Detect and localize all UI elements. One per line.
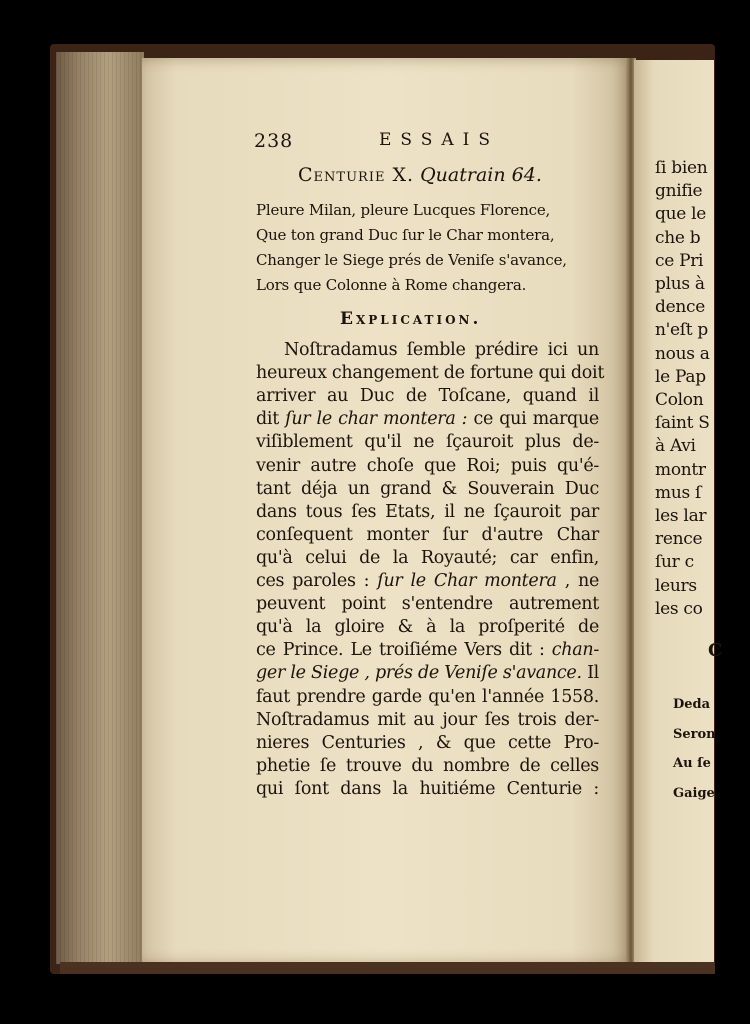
text-segment: venir autre choſe que Roi; puis qu'é- [256,455,599,476]
body-line [256,617,599,637]
right-page-line: que le [655,204,706,225]
running-title: ESSAIS [379,130,500,150]
right-page-line: les co [655,598,703,619]
body-line [256,663,599,683]
right-heading-fragment: C [708,640,723,661]
body-line [256,456,599,476]
body-line [256,409,599,429]
body-line [256,594,599,614]
text-segment: Noſtradamus ſemble prédire ici un [284,340,599,360]
right-page-line: à Avi [655,436,696,457]
verse-line: Lors que Colonne à Rome changera. [256,276,527,294]
body-line [256,525,599,545]
body-line [256,687,599,707]
text-segment: ces paroles : [256,571,378,591]
body-line [256,571,599,591]
right-page-line: montr [655,459,706,480]
body-line [256,710,599,730]
body-line [284,340,599,360]
italic-segment: chan- [551,640,599,661]
right-page-line: mus ſ [655,482,701,503]
right-verse-fragment: Gaige [673,786,715,801]
text-segment: peuvent point s'entendre autrement [256,594,599,615]
explication-heading: Explication. [340,309,482,329]
right-page-line: gnifie [655,181,703,202]
body-line [256,756,599,776]
right-page-line: n'eſt p [655,320,708,341]
right-page-line: che b [655,227,701,248]
text-segment: nieres Centuries , & que cette Pro- [256,732,599,753]
right-page-line: plus à [655,274,705,294]
text-segment: arriver au Duc de Toſcane, quand il [256,386,599,407]
text-segment: viſiblement qu'il ne ſçauroit plus de- [256,432,599,453]
right-page-line: ſi bien [655,158,708,178]
text-segment: tant déja un grand & Souverain Duc [256,478,599,499]
text-segment: qu'à la gloire & à la proſperité de [256,617,599,638]
right-page-line: leurs [655,575,697,596]
body-line [256,363,605,384]
centurie-label: Centurie X. [298,164,415,186]
body-line [256,779,599,799]
right-page-line: ce Pri [655,250,704,271]
right-verse-fragment: Au ſe [673,756,711,771]
text-segment: ce Prince. Le troiſiéme Vers dit : [256,640,552,661]
verse-line: Changer le Siege prés de Veniſe s'avance, [256,251,567,269]
text-segment: heureux changement de fortune qui doit [256,363,605,384]
verse-line: Que ton grand Duc ſur le Char montera, [256,226,555,244]
right-page-line: le Pap [655,366,706,387]
verse-line: Pleure Milan, pleure Lucques Florence, [256,201,551,219]
right-verse-fragment: Deda [673,697,711,712]
right-page-line: nous a [655,343,710,364]
page-edges [56,52,144,964]
right-page-line: les lar [655,506,707,526]
page-header [254,130,604,158]
body-line [256,640,599,660]
text-segment: qu'à celui de la Royauté; car enfin, [256,547,599,568]
text-segment: phetie ſe trouve du nombre de celles [256,755,599,776]
page-number: 238 [254,130,294,152]
body-line [256,479,599,499]
body-line [256,432,599,452]
body-line [256,386,599,406]
right-verse-fragment: Seron [673,727,716,742]
body-line [256,502,599,522]
right-page-line: Colon [655,390,704,410]
body-line [256,548,599,568]
right-page-line: rence [655,529,703,550]
text-segment: , ne [556,571,600,591]
text-segment: Noſtradamus mit au jour ſes trois der- [256,709,599,730]
right-page-line: ſur c [655,552,694,573]
text-segment: dit [256,409,286,430]
bottom-edge [60,962,715,974]
text-segment: faut prendre garde qu'en l'année 1558. [256,686,599,707]
italic-segment: ger le Siege , prés de Veniſe s'avance. [256,663,582,684]
text-segment: Il [581,663,599,684]
text-segment: dans tous ſes Etats, il ne ſçauroit par [256,501,599,522]
italic-segment: ſur le Char montera [377,571,557,591]
text-segment: conſequent monter ſur d'autre Char [256,524,599,545]
body-line [256,733,599,753]
text-segment: qui ſont dans la huitiéme Centurie : [256,778,599,799]
right-page-line: dence [655,297,705,318]
right-page-line: ſaint S [655,413,710,434]
italic-segment: ſur le char montera : [285,409,468,430]
text-segment: ce qui marque [467,409,599,430]
centurie-heading [298,164,542,186]
quatrain-label: Quatrain 64. [420,164,542,186]
